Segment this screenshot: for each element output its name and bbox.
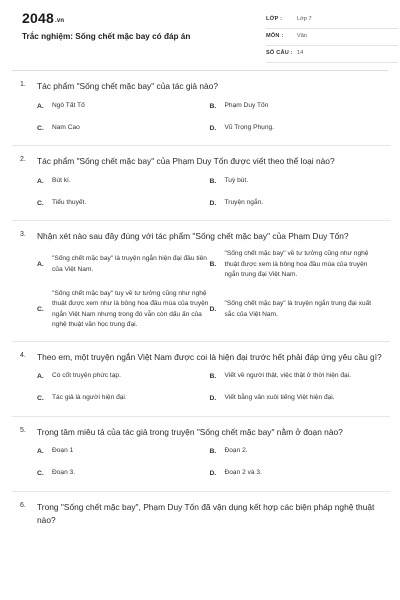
meta-key: MÔN : — [266, 33, 284, 39]
answer-grid — [37, 445, 382, 489]
answer-letter: C. — [37, 199, 44, 207]
logo-suffix: .vn — [54, 18, 65, 24]
answer-letter: B. — [209, 448, 217, 455]
answer-text: Tiểu thuyết. — [52, 198, 87, 206]
answer-option-d[interactable] — [210, 289, 383, 331]
answer-text: "Sống chết mặc bay" là truyện ngắn hiện đại đầu tiên của Việt Nam. — [52, 255, 207, 273]
question-text: Tác phẩm "Sống chết mặc bay" của tác giả nào? — [37, 81, 218, 91]
answer-text: Ngô Tất Tố — [52, 101, 85, 109]
answer-text: Tác giả là người hiện đại. — [52, 394, 127, 402]
answer-text: "Sống chết mặc bay" về tư tưởng cũng như nghệ thuật được xem là bông hoa đầu mùa của truyện ngắn trung đại Việt Nam. — [224, 250, 369, 278]
answer-option-b[interactable] — [210, 370, 383, 384]
page-header — [14, 0, 386, 66]
answer-letter: D. — [209, 124, 217, 132]
answer-letter: C. — [37, 470, 44, 477]
answer-option-c[interactable] — [37, 392, 210, 406]
answer-letter: D. — [209, 395, 217, 402]
page-title: Trắc nghiệm: Sống chết mặc bay có đáp án — [22, 32, 191, 41]
answer-option-b[interactable] — [210, 99, 383, 113]
answer-option-b[interactable] — [210, 174, 383, 188]
question-4 — [20, 351, 382, 417]
question-divider — [12, 416, 390, 417]
answer-letter: C. — [37, 124, 44, 132]
answer-text: Truyện ngắn. — [224, 198, 264, 206]
question-text: Trong "Sống chết mặc bay", Phạm Duy Tốn đã vận dụng kết hợp các biện pháp nghệ thuật nào? — [37, 501, 375, 525]
question-2 — [20, 155, 382, 221]
answer-text: "Sống chết mặc bay" tuy về tư tưởng cũng như nghệ thuật được xem như là bông hoa đầu mùa của truyện ngắn Việt Nam nhưng trong đó vẫn còn dấu ấn của nghệ thuật văn học trung đại. — [52, 289, 209, 328]
answer-option-c[interactable] — [37, 196, 210, 210]
meta-value: Văn — [297, 33, 307, 39]
question-number: 3. — [20, 231, 26, 238]
answer-option-b[interactable] — [210, 445, 383, 459]
answer-grid — [37, 370, 382, 414]
answer-letter: D. — [209, 306, 217, 313]
question-text: Trọng tâm miêu tả của tác giả trong truyện "Sống chết mặc bay" nằm ở đoạn nào? — [37, 426, 343, 437]
answer-option-a[interactable] — [37, 445, 210, 459]
answer-text: Đoạn 1 — [52, 447, 74, 455]
meta-value: 14 — [297, 50, 304, 56]
meta-row-class — [266, 12, 398, 29]
answer-option-d[interactable] — [210, 196, 383, 210]
logo-main: 2048 — [22, 10, 54, 26]
quiz-meta — [266, 12, 398, 63]
answer-letter: A. — [37, 102, 44, 110]
question-number: 2. — [20, 156, 26, 163]
answer-text: Nam Cao — [52, 123, 80, 131]
header-divider — [12, 70, 388, 71]
answer-text: Có cốt truyện phức tạp. — [52, 372, 121, 380]
site-logo[interactable] — [22, 10, 64, 26]
answer-letter: D. — [209, 199, 217, 207]
answer-option-d[interactable] — [210, 467, 383, 481]
answer-text: Bút kí. — [52, 176, 71, 184]
answer-grid — [37, 99, 382, 143]
answer-text: Tuỳ bút. — [224, 176, 249, 184]
answer-letter: B. — [209, 261, 217, 269]
answer-text: Đoạn 2. — [224, 447, 248, 455]
answer-text: Vũ Trọng Phụng. — [224, 123, 274, 131]
answer-letter: C. — [37, 395, 44, 402]
question-number: 5. — [20, 426, 26, 434]
answer-text: Đoạn 2 và 3. — [224, 469, 262, 477]
answer-letter: B. — [209, 177, 217, 185]
question-1 — [20, 80, 382, 146]
answer-option-c[interactable] — [37, 121, 210, 135]
answer-text: "Sống chết mặc bay" là truyện ngắn trung đại xuất sắc của Việt Nam. — [224, 300, 372, 318]
answer-option-c[interactable] — [37, 467, 210, 481]
answer-option-b[interactable] — [210, 249, 383, 281]
question-divider — [12, 145, 390, 146]
question-5 — [20, 426, 382, 492]
answer-option-a[interactable] — [37, 370, 210, 384]
meta-key: SỐ CÂU : — [266, 50, 293, 56]
answer-text: Viết bằng văn xuôi tiếng Việt hiện đại. — [224, 394, 335, 402]
answer-letter: C. — [37, 306, 44, 313]
answer-grid — [37, 174, 382, 218]
meta-value: Lớp 7 — [297, 16, 312, 22]
answer-option-a[interactable] — [37, 174, 210, 188]
question-number: 1. — [20, 81, 26, 88]
answer-letter: A. — [37, 261, 44, 269]
answer-text: Đoạn 3. — [52, 469, 76, 477]
question-text: Nhận xét nào sau đây đúng với tác phẩm "Sống chết mặc bay" của Phạm Duy Tốn? — [37, 231, 349, 241]
meta-row-subject — [266, 29, 398, 46]
answer-letter: A. — [37, 373, 44, 380]
question-divider — [12, 220, 390, 221]
meta-key: LỚP : — [266, 16, 283, 22]
question-text: Theo em, một truyện ngắn Việt Nam được coi là hiện đại trước hết phải đáp ứng yêu cầu gì? — [37, 351, 382, 362]
question-divider — [12, 491, 390, 492]
answer-option-d[interactable] — [210, 392, 383, 406]
answer-letter: B. — [209, 102, 217, 110]
question-text: Tác phẩm "Sống chết mặc bay" của Phạm Duy Tốn được viết theo thể loại nào? — [37, 156, 335, 166]
answer-option-c[interactable] — [37, 289, 210, 331]
answer-letter: D. — [209, 470, 217, 477]
question-number: 4. — [20, 351, 26, 359]
answer-letter: B. — [209, 373, 217, 380]
question-list — [20, 80, 382, 527]
answer-option-a[interactable] — [37, 99, 210, 113]
question-number: 6. — [20, 501, 26, 509]
answer-letter: A. — [37, 448, 44, 455]
answer-letter: A. — [37, 177, 44, 185]
answer-grid — [37, 249, 382, 339]
meta-row-count — [266, 46, 398, 63]
question-divider — [12, 341, 390, 342]
question-3 — [20, 230, 382, 342]
answer-option-d[interactable] — [210, 121, 383, 135]
answer-text: Viết về người thật, việc thật ở thời hiện đại. — [224, 372, 351, 380]
answer-option-a[interactable] — [37, 249, 210, 281]
question-6 — [20, 501, 382, 527]
answer-text: Phạm Duy Tốn — [224, 101, 269, 109]
